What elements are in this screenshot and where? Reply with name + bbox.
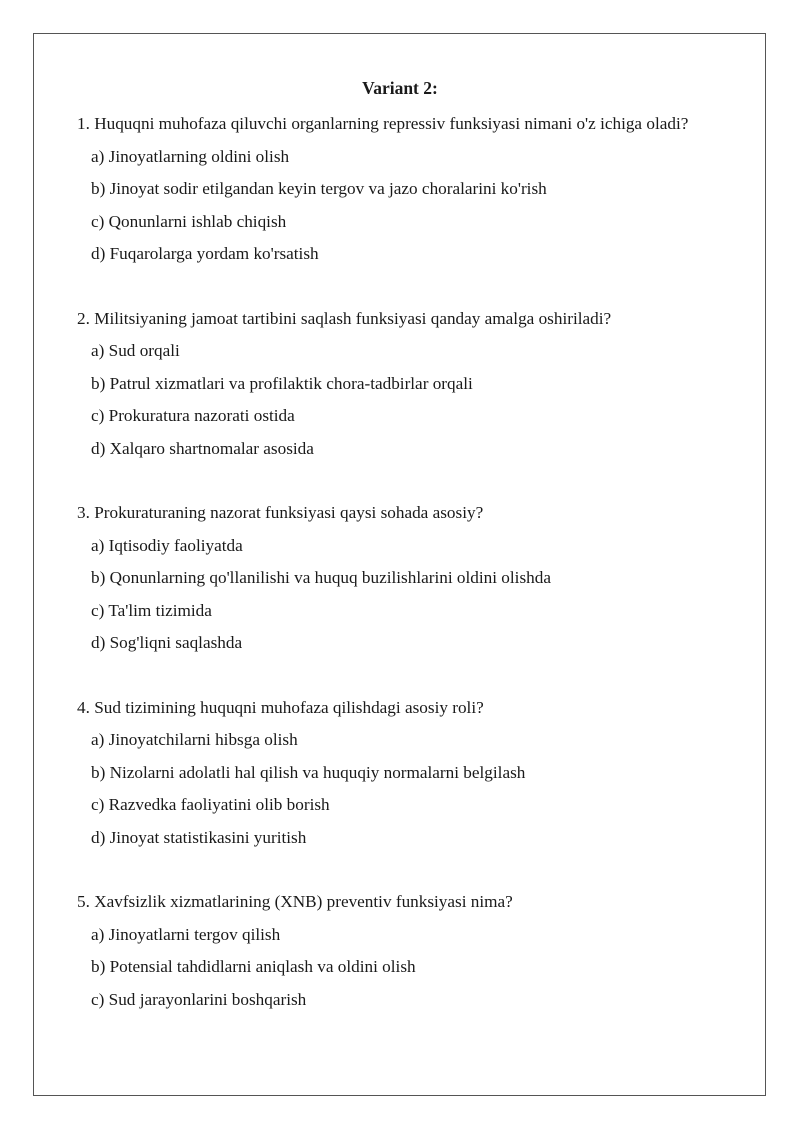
question-text: 2. Militsiyaning jamoat tartibini saqlash funksiyasi qanday amalga oshiriladi? [77,308,612,328]
option-list [77,530,717,660]
question-text: 3. Prokuraturaning nazorat funksiyasi qaysi sohada asosiy? [77,503,484,522]
option-b: b) Qonunlarning qo'llanilishi va huquq buzilishlarini oldini olishda [91,568,551,587]
option-a: a) Jinoyatchilarni hibsga olish [91,730,298,749]
question-text: 1. Huquqni muhofaza qiluvchi organlarning repressiv funksiyasi nimani o'z ichiga oladi? [77,114,689,133]
option-a: a) Jinoyatlarning oldini olish [91,146,290,166]
option-d: d) Fuqarolarga yordam ko'rsatish [91,244,319,263]
page-title: Variant 2: [362,78,438,98]
question-text: 4. Sud tizimining huquqni muhofaza qilishdagi asosiy roli? [77,697,484,717]
option-a: a) Sud orqali [91,341,180,360]
option-b: b) Potensial tahdidlarni aniqlash va oldini olish [91,957,416,976]
option-b: b) Jinoyat sodir etilgandan keyin tergov va jazo choralarini ko'rish [91,179,547,198]
option-b: b) Patrul xizmatlari va profilaktik chora-tadbirlar orqali [91,373,473,393]
question-list [77,108,717,1048]
question-text: 5. Xavfsizlik xizmatlarining (XNB) preventiv funksiyasi nima? [77,892,513,911]
option-d: d) Xalqaro shartnomalar asosida [91,438,314,458]
option-list [77,919,717,1017]
option-a: a) Iqtisodiy faoliyatda [91,535,243,555]
question-2 [77,303,717,466]
option-c: c) Sud jarayonlarini boshqarish [91,989,307,1009]
option-c: c) Prokuratura nazorati ostida [91,406,295,425]
option-c: c) Qonunlarni ishlab chiqish [91,211,287,231]
question-4 [77,692,717,855]
option-c: c) Ta'lim tizimida [91,600,212,620]
option-b: b) Nizolarni adolatli hal qilish va huquqiy normalarni belgilash [91,762,526,782]
option-list [77,335,717,465]
option-list [77,724,717,854]
question-1 [77,108,717,271]
option-a: a) Jinoyatlarni tergov qilish [91,924,281,944]
option-c: c) Razvedka faoliyatini olib borish [91,795,330,814]
option-d: d) Jinoyat statistikasini yuritish [91,827,307,847]
question-5 [77,886,717,1016]
option-d: d) Sog'liqni saqlashda [91,633,243,652]
question-3 [77,497,717,660]
option-list [77,141,717,271]
